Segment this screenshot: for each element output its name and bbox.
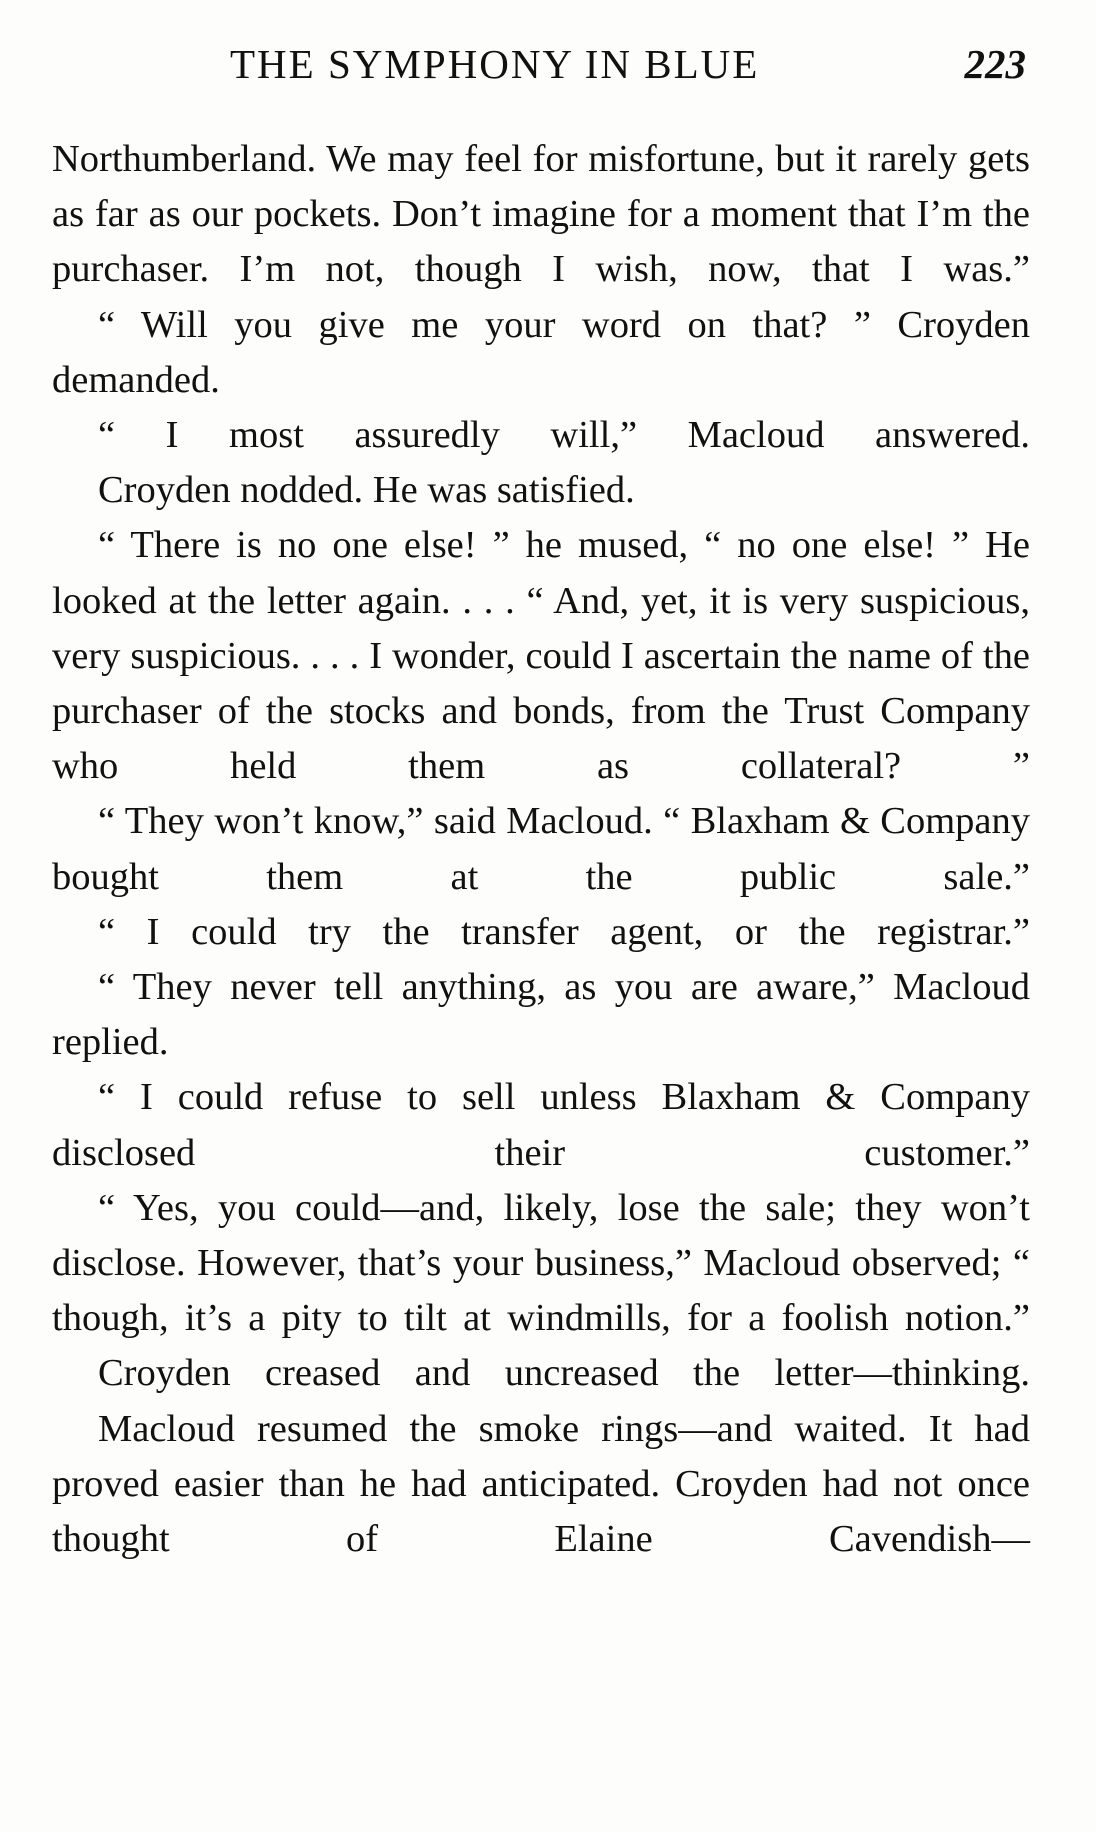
body-text bbox=[52, 132, 1030, 1567]
paragraph: Macloud resumed the smoke rings—and waited. It had proved easier than he had anticipated. Croyden had not once thought of Elaine Cavendish— bbox=[52, 1407, 1030, 1561]
paragraph: “ Will you give me your word on that? ” Croyden demanded. bbox=[52, 303, 1030, 401]
paragraph: “ They never tell anything, as you are aware,” Macloud replied. bbox=[52, 966, 1030, 1064]
page-number: 223 bbox=[964, 41, 1026, 87]
paragraph: “ I could refuse to sell unless Blaxham & Company disclosed their customer.” bbox=[52, 1076, 1030, 1174]
running-head: THE SYMPHONY IN BLUE bbox=[230, 41, 760, 87]
paragraph: “ I could try the transfer agent, or the registrar.” bbox=[98, 910, 1030, 953]
paragraph: Northumberland. We may feel for misfortune, but it rarely gets as far as our pockets. Don’t imagine for a moment that I’m the purchaser. I’m not, though I wish, now, that I was.” bbox=[52, 138, 1030, 291]
paragraph: Croyden nodded. He was satisfied. bbox=[98, 469, 635, 512]
paragraph: “ There is no one else! ” he mused, “ no one else! ” He looked at the letter again. . . . “ And, yet, it is very suspicious, very suspicious. . . . I wonder, could I ascertain the name of the purchaser of the stocks and bonds, from the Trust Company who held them as collateral? ” bbox=[52, 524, 1030, 788]
paragraph: “ Yes, you could—and, likely, lose the sale; they won’t disclose. However, that’s your business,” Macloud observed; “ though, it’s a pity to tilt at windmills, for a foolish notion.” bbox=[52, 1186, 1030, 1340]
page-header bbox=[0, 40, 1096, 90]
paragraph: “ I most assuredly will,” Macloud answered. bbox=[98, 414, 1030, 457]
paragraph: Croyden creased and uncreased the letter—thinking. bbox=[98, 1352, 1030, 1395]
paragraph: “ They won’t know,” said Macloud. “ Blaxham & Company bought them at the public sale.” bbox=[52, 800, 1030, 898]
